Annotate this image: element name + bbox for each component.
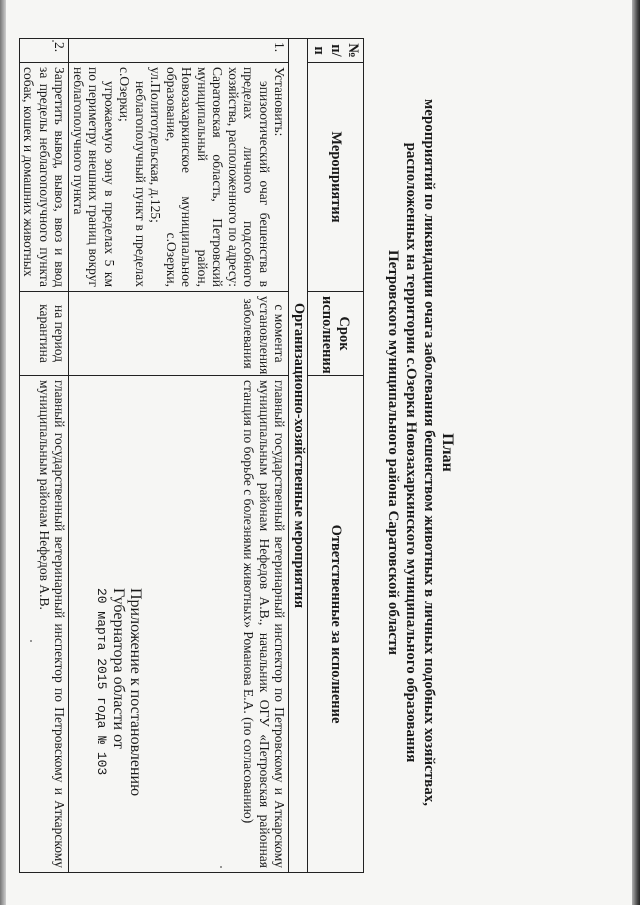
- row-responsible: главный государственный ветеринарный инспектор по Петровскому и Аткарскому муниципальным районам Нефедов А.В., начальник ОГУ «Петровская районная станция по борьбе с болезнями животных» Романова Е.А. (по согласованию): [69, 376, 289, 873]
- activity-paragraph: неблагополучный пункт в пределах с.Озерки;: [117, 67, 148, 287]
- table-row: [69, 39, 289, 873]
- activity-paragraph: Запретить вывод, вывоз, ввоз и ввод за пределы неблагополучного пункта собак, кошек и домашних животных: [21, 67, 68, 287]
- title-heading: План: [439, 433, 456, 472]
- header-activities: Мероприятия: [308, 63, 364, 292]
- row-term: на период карантина: [20, 292, 70, 376]
- plan-table: [19, 38, 364, 873]
- header-responsible: Ответственные за исполнение: [308, 376, 364, 873]
- row-responsible: главный государственный ветеринарный инспектор по Петровскому и Аткарскому муниципальным районам Нефедов А.В.: [20, 376, 70, 873]
- appendix-line: Губернатора области от: [110, 588, 127, 749]
- header-term: Срок исполнения: [308, 292, 364, 376]
- title-line: расположенных на территории с.Озерки Новозахаркинского муниципального образования: [403, 142, 419, 763]
- row-activity: [69, 63, 289, 292]
- activity-paragraph: угрожаемую зону в пределах 5 км по периметру внешних границ вокруг неблагополучного пункта: [71, 67, 117, 287]
- table-row: [20, 39, 70, 873]
- appendix-line: Приложение к постановлению: [127, 588, 144, 797]
- row-number: 2.: [20, 39, 70, 63]
- row-activity: [20, 63, 70, 292]
- table-header-row: [308, 39, 364, 873]
- row-term: с момента установления заболевания: [69, 292, 289, 376]
- appendix-date-line: 20 марта 2015 года № 103: [94, 588, 109, 776]
- section-title: Организационно-хозяйственные мероприятия: [289, 39, 308, 873]
- row-number: 1.: [69, 39, 289, 63]
- activity-paragraph: эпизоотический очаг бешенства в пределах личного подсобного хозяйства, расположенного по адресу: Саратовская область, Петровский муниципальный район, Новозахаркинское муниципальное образование, с.Озерки, ул.Политотдельская, д.125;: [148, 67, 272, 287]
- title-line: мероприятий по ликвидации очага заболевания бешенством животных в личных подобных хозяйствах,: [421, 99, 437, 806]
- document-title: [384, 10, 456, 895]
- activity-intro: Установить:: [272, 67, 288, 137]
- title-line: Петровского муниципального района Саратовской области: [385, 249, 401, 656]
- section-row: [289, 39, 308, 873]
- header-number: № п/п: [308, 39, 364, 63]
